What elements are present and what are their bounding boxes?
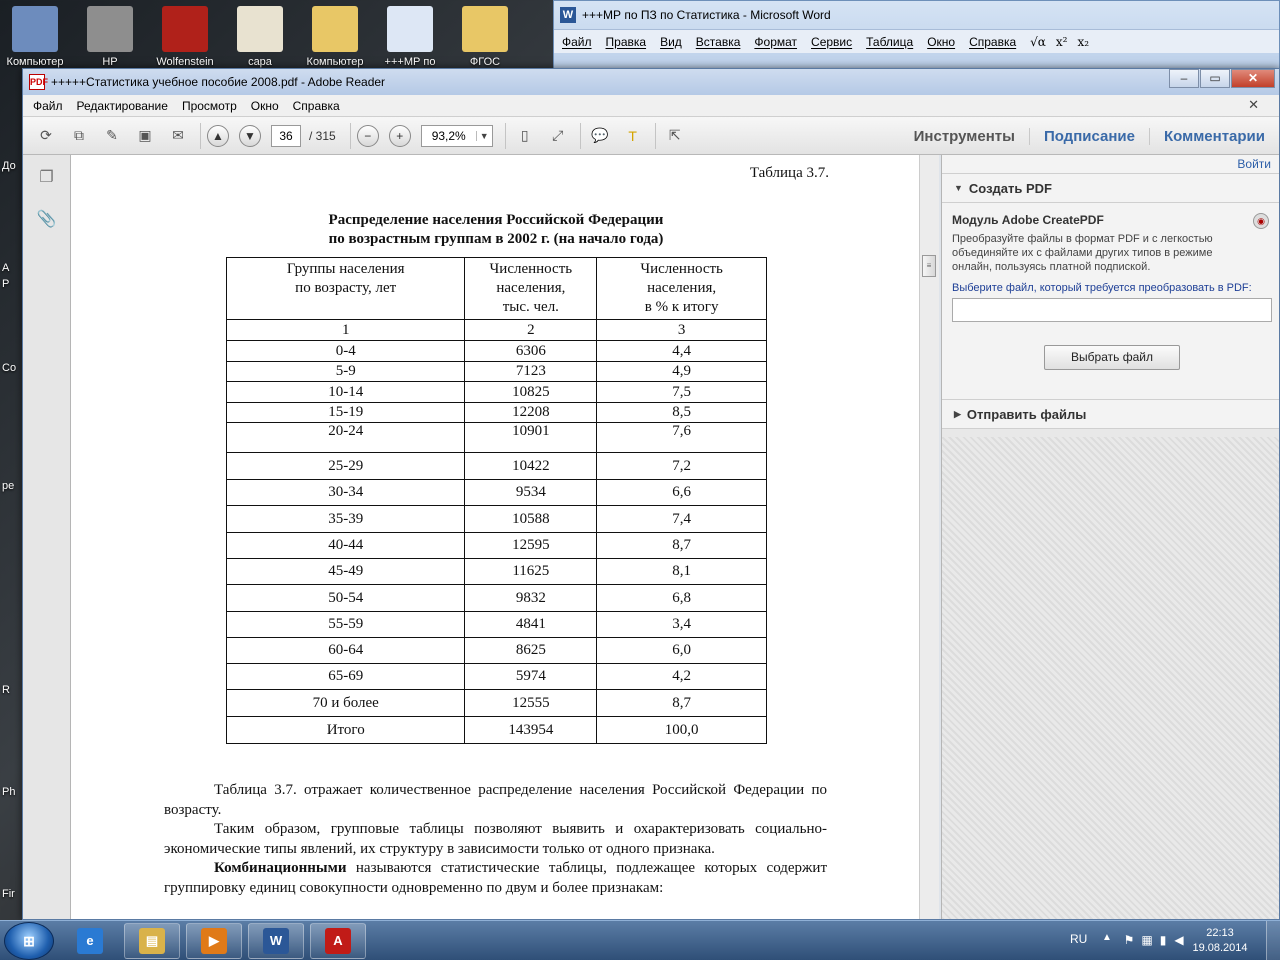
header-text: Группы населения — [286, 261, 405, 277]
toolbar-divider — [200, 123, 201, 149]
desktop-shortcut-label: Компьютер — [306, 56, 364, 68]
desktop-shortcut[interactable] — [450, 6, 520, 68]
close-document-icon[interactable]: ✕ — [1248, 97, 1259, 112]
word-window[interactable] — [553, 0, 1280, 70]
population-cell: 4841 — [465, 612, 597, 638]
send-files-panel-header[interactable] — [942, 399, 1279, 429]
menu-item[interactable]: Просмотр — [181, 98, 237, 113]
word-menu-item[interactable]: Справка — [969, 34, 1017, 49]
network-icon[interactable]: ▦ — [1141, 933, 1153, 947]
fit-page-icon[interactable]: ▯ — [520, 127, 529, 143]
population-cell: 143954 — [465, 717, 597, 744]
word-menu-item[interactable]: Вставка — [695, 34, 741, 49]
caption-line-2: по возрастным группам в 2002 г. (на начало года) — [328, 231, 664, 247]
menu-item[interactable]: Окно — [250, 98, 279, 113]
desktop-icon-label: Ph — [2, 786, 16, 798]
create-pdf-label: Создать PDF — [968, 180, 1052, 196]
population-cell: 12208 — [465, 403, 597, 423]
desktop-shortcut[interactable] — [225, 6, 295, 68]
acrobat-body — [23, 155, 1279, 919]
header-text: Численность — [489, 261, 573, 277]
toolbar-divider — [655, 123, 656, 149]
population-cell: 10588 — [465, 506, 597, 533]
age-group-cell: 20-24 — [227, 423, 465, 453]
wolfenstein-icon — [162, 6, 208, 52]
word-menu-item[interactable]: Таблица — [866, 34, 914, 49]
task-pane-tabs — [900, 117, 1279, 155]
word-menu-item[interactable]: Сервис — [811, 34, 853, 49]
toolbar-divider — [350, 123, 351, 149]
highlight-text-icon[interactable]: T — [628, 127, 637, 144]
header-text: в % к итогу — [644, 299, 719, 315]
population-cell: 8625 — [465, 638, 597, 664]
header-text: населения, — [647, 280, 717, 296]
table-caption — [211, 211, 781, 249]
previous-page-button[interactable]: ▲ — [207, 125, 229, 147]
age-group-cell: 0-4 — [227, 341, 465, 362]
desktop-shortcut[interactable] — [375, 6, 445, 68]
age-group-cell: 15-19 — [227, 403, 465, 423]
clock-date: 19.08.2014 — [1192, 942, 1248, 954]
table-row — [227, 664, 767, 690]
word-doc-icon — [387, 6, 433, 52]
zoom-in-button[interactable]: + — [389, 125, 411, 147]
column-header-population — [465, 258, 597, 320]
percent-cell: 7,5 — [597, 382, 767, 403]
table-row — [227, 423, 767, 453]
paragraph-1: Таблица 3.7. отражает количественное распределение населения Российской Федерации по возрасту. — [164, 782, 827, 818]
desktop-shortcut-label: Компьютер — [6, 56, 64, 68]
minimize-button[interactable]: – — [1169, 69, 1199, 88]
taskbar-app-media-player[interactable] — [186, 923, 242, 959]
desktop-shortcut[interactable] — [300, 6, 370, 68]
menu-item[interactable]: Редактирование — [76, 98, 168, 113]
population-cell: 10901 — [465, 423, 597, 453]
desktop-shortcut-label: ФГОС — [469, 56, 501, 68]
empty-pane-area — [942, 437, 1279, 919]
age-group-cell: Итого — [227, 717, 465, 744]
fit-width-icon[interactable]: ⤢ — [552, 127, 564, 143]
desktop-shortcut[interactable] — [0, 6, 70, 68]
age-group-cell: 40-44 — [227, 533, 465, 559]
taskbar — [0, 920, 1280, 960]
age-group-cell: 35-39 — [227, 506, 465, 533]
desktop-icons — [0, 0, 560, 70]
age-group-cell: 10-14 — [227, 382, 465, 403]
file-path-field[interactable] — [952, 298, 1272, 322]
language-indicator[interactable]: RU — [1070, 932, 1088, 946]
acrobat-title: +++++Статистика учебное пособие 2008.pdf - Adobe Reader — [51, 75, 386, 89]
pdf-file-icon: PDF — [29, 74, 45, 90]
vertical-scrollbar[interactable] — [919, 155, 939, 919]
paragraph-3-text: называются статистические таблицы, подлежащее которых содержит группировку единиц совокупности одновременно по двум и более признакам: — [164, 860, 827, 896]
clock[interactable] — [1190, 926, 1250, 956]
percent-cell: 100,0 — [597, 717, 767, 744]
table-row — [227, 362, 767, 382]
percent-cell: 8,7 — [597, 533, 767, 559]
flag-icon[interactable]: ⚑ — [1123, 933, 1135, 947]
population-cell: 12555 — [465, 690, 597, 717]
desktop-icon-label: Fir — [2, 888, 15, 900]
percent-cell: 6,0 — [597, 638, 767, 664]
body-text — [164, 781, 827, 898]
table-row — [227, 585, 767, 612]
show-desktop-button[interactable] — [1266, 921, 1280, 960]
collapsed-arrow-icon: ▶ — [954, 408, 961, 419]
toolbar-divider — [580, 123, 581, 149]
table-row — [227, 717, 767, 744]
table-number: Таблица 3.7. — [749, 165, 829, 181]
population-cell: 6306 — [465, 341, 597, 362]
module-description: Преобразуйте файлы в формат PDF и с легкостью объединяйте их с файлами других типов в режиме онлайн, пользуясь платной подпиской. — [952, 233, 1213, 273]
acrobat-icon: A — [325, 928, 351, 954]
paragraph-3 — [164, 859, 827, 898]
page-number-input[interactable]: 36 — [271, 125, 301, 147]
population-cell: 9534 — [465, 480, 597, 506]
explorer-icon: ▤ — [139, 928, 165, 954]
caption-line-1: Распределение населения Российской Федерации — [328, 212, 664, 228]
desktop-icon-label: А — [2, 262, 10, 274]
age-group-cell: 30-34 — [227, 480, 465, 506]
computer-icon — [12, 6, 58, 52]
age-group-cell: 50-54 — [227, 585, 465, 612]
edit-pdf-icon[interactable]: ✎ — [106, 127, 118, 143]
zoom-value: 93,2% — [431, 128, 466, 143]
header-text: тыс. чел. — [502, 299, 559, 315]
percent-cell: 7,6 — [597, 423, 767, 453]
zoom-out-button[interactable]: − — [357, 125, 379, 147]
menu-item[interactable]: Справка — [292, 98, 340, 113]
close-button[interactable]: ✕ — [1231, 69, 1275, 88]
column-number-row — [227, 320, 767, 341]
column-header-age-group — [227, 258, 465, 320]
task-pane — [941, 155, 1279, 919]
desktop-shortcut-label: +++МР по — [384, 56, 436, 68]
table-row — [227, 453, 767, 480]
age-group-cell: 70 и более — [227, 690, 465, 717]
column-number: 2 — [465, 320, 597, 341]
desktop-icon-label: R — [2, 684, 10, 696]
age-group-cell: 45-49 — [227, 559, 465, 585]
desktop-icon-label: ре — [2, 480, 15, 492]
population-cell: 10422 — [465, 453, 597, 480]
column-number: 3 — [597, 320, 767, 341]
document-view[interactable] — [71, 155, 919, 919]
create-pdf-panel — [942, 203, 1279, 399]
percent-cell: 8,1 — [597, 559, 767, 585]
word-menu-item[interactable]: Окно — [927, 34, 956, 49]
header-text: по возрасту, лет — [295, 280, 397, 296]
word-format-button[interactable]: x₂ — [1077, 34, 1090, 49]
taskbar-app-ie[interactable] — [62, 923, 118, 959]
population-cell: 10825 — [465, 382, 597, 403]
percent-cell: 6,8 — [597, 585, 767, 612]
acrobat-titlebar[interactable] — [23, 69, 1279, 95]
word-menu-item[interactable]: Правка — [605, 34, 647, 49]
tab-comments[interactable]: Комментарии — [1149, 128, 1279, 145]
chevron-down-icon[interactable]: ▼ — [476, 131, 492, 141]
save-icon[interactable]: ▣ — [138, 127, 152, 143]
percent-cell: 7,2 — [597, 453, 767, 480]
taskbar-app-explorer[interactable] — [124, 923, 180, 959]
population-cell: 7123 — [465, 362, 597, 382]
create-pdf-panel-header[interactable] — [942, 173, 1279, 203]
table-row — [227, 480, 767, 506]
percent-cell: 6,6 — [597, 480, 767, 506]
word-app-icon: W — [560, 7, 576, 23]
adobe-reader-window[interactable] — [22, 68, 1280, 920]
column-header-percent — [597, 258, 767, 320]
table-row — [227, 403, 767, 423]
zoom-select[interactable] — [421, 125, 493, 147]
age-group-cell: 55-59 — [227, 612, 465, 638]
menu-item[interactable]: Файл — [33, 98, 63, 113]
send-files-label: Отправить файлы — [966, 406, 1087, 422]
desktop-icon-label: Р — [2, 278, 10, 290]
age-group-cell: 60-64 — [227, 638, 465, 664]
percent-cell: 4,2 — [597, 664, 767, 690]
graduate-icon — [237, 6, 283, 52]
header-text: Численность — [640, 261, 723, 277]
ie-icon: e — [77, 928, 103, 954]
folder-icon — [312, 6, 358, 52]
age-group-cell: 5-9 — [227, 362, 465, 382]
percent-cell: 8,5 — [597, 403, 767, 423]
word-format-button[interactable]: √α — [1030, 34, 1046, 49]
volume-icon[interactable]: ◀ — [1174, 933, 1184, 947]
sticky-note-icon[interactable]: 💬 — [590, 127, 609, 143]
percent-cell: 3,4 — [597, 612, 767, 638]
percent-cell: 8,7 — [597, 690, 767, 717]
word-format-button[interactable]: x² — [1055, 34, 1068, 49]
desktop-shortcut[interactable] — [75, 6, 145, 68]
percent-cell: 4,9 — [597, 362, 767, 382]
word-titlebar[interactable] — [554, 1, 1279, 29]
desktop-shortcut-label: capa — [248, 56, 272, 68]
email-icon[interactable]: ✉ — [172, 127, 184, 143]
taskbar-app-acrobat[interactable] — [310, 923, 366, 959]
age-group-cell: 65-69 — [227, 664, 465, 690]
taskbar-app-word[interactable] — [248, 923, 304, 959]
desktop-shortcut-label: HP — [102, 56, 118, 68]
choose-file-button[interactable]: Выбрать файл — [1044, 345, 1180, 370]
population-table — [226, 257, 767, 744]
population-cell: 9832 — [465, 585, 597, 612]
expanded-arrow-icon: ▼ — [954, 183, 963, 193]
clock-time: 22:13 — [1206, 927, 1234, 939]
age-group-cell: 25-29 — [227, 453, 465, 480]
create-pdf-icon[interactable]: ⟳ — [40, 127, 52, 143]
attachments-icon[interactable]: 📎 — [36, 211, 57, 228]
percent-cell: 7,4 — [597, 506, 767, 533]
window-controls — [1168, 69, 1275, 88]
word-menu-item[interactable]: Формат — [754, 34, 798, 49]
page-thumbnails-icon[interactable]: ❐ — [39, 169, 54, 186]
acrobat-toolbar — [23, 117, 1279, 155]
combine-files-icon[interactable]: ⧉ — [74, 127, 84, 143]
start-button[interactable]: ⊞ — [4, 922, 54, 960]
column-number: 1 — [227, 320, 465, 341]
desktop-shortcut[interactable] — [150, 6, 220, 68]
system-tray — [1040, 921, 1280, 960]
table-row — [227, 341, 767, 362]
population-cell: 12595 — [465, 533, 597, 559]
population-cell: 5974 — [465, 664, 597, 690]
createpdf-icon: ◉ — [1253, 213, 1269, 229]
word-menubar — [554, 29, 1279, 53]
toolbar-divider — [505, 123, 506, 149]
table-row — [227, 506, 767, 533]
sign-in-link[interactable]: Войти — [942, 155, 1279, 173]
show-hidden-icons[interactable]: ▲ — [1102, 932, 1112, 943]
folder-icon — [462, 6, 508, 52]
desktop-icon-label: До — [2, 160, 16, 172]
population-cell: 11625 — [465, 559, 597, 585]
table-row — [227, 533, 767, 559]
desktop-icon-label: Co — [2, 362, 17, 374]
tab-sign[interactable]: Подписание — [1029, 128, 1149, 145]
tab-tools[interactable]: Инструменты — [913, 127, 1015, 145]
maximize-button[interactable]: ▭ — [1200, 69, 1230, 88]
table-row — [227, 638, 767, 664]
paragraph-2: Таким образом, групповые таблицы позволяют выявить и охарактеризовать социально-экономические типы явлений, их структуру в зависимости только от одного признака. — [164, 821, 827, 857]
percent-cell: 4,4 — [597, 341, 767, 362]
select-file-prompt: Выберите файл, который требуется преобразовать в PDF: — [952, 282, 1252, 294]
word-title: +++МР по ПЗ по Статистика - Microsoft Word — [582, 8, 831, 22]
table-row — [227, 690, 767, 717]
word-menu-item[interactable]: Вид — [660, 34, 682, 49]
header-text: населения, — [496, 280, 566, 296]
media-player-icon: ▶ — [201, 928, 227, 954]
bold-term: Комбинационными — [214, 860, 347, 876]
table-row — [227, 382, 767, 403]
navigation-pane — [23, 155, 71, 919]
table-row — [227, 559, 767, 585]
acrobat-menubar — [23, 95, 1279, 117]
scrollbar-thumb[interactable]: ≡ — [922, 255, 936, 277]
table-row — [227, 612, 767, 638]
word-icon: W — [263, 928, 289, 954]
camera-icon — [87, 6, 133, 52]
full-screen-icon[interactable]: ⇱ — [668, 127, 681, 143]
next-page-button[interactable]: ▼ — [239, 125, 261, 147]
desktop-shortcut-label: Wolfenstein — [156, 56, 214, 68]
module-title: Модуль Adobe CreatePDF — [952, 213, 1104, 227]
word-menu-item[interactable]: Файл — [562, 34, 592, 49]
page-total: / 315 — [309, 128, 336, 143]
table-header-row — [227, 258, 767, 320]
power-icon[interactable]: ▮ — [1159, 933, 1167, 947]
